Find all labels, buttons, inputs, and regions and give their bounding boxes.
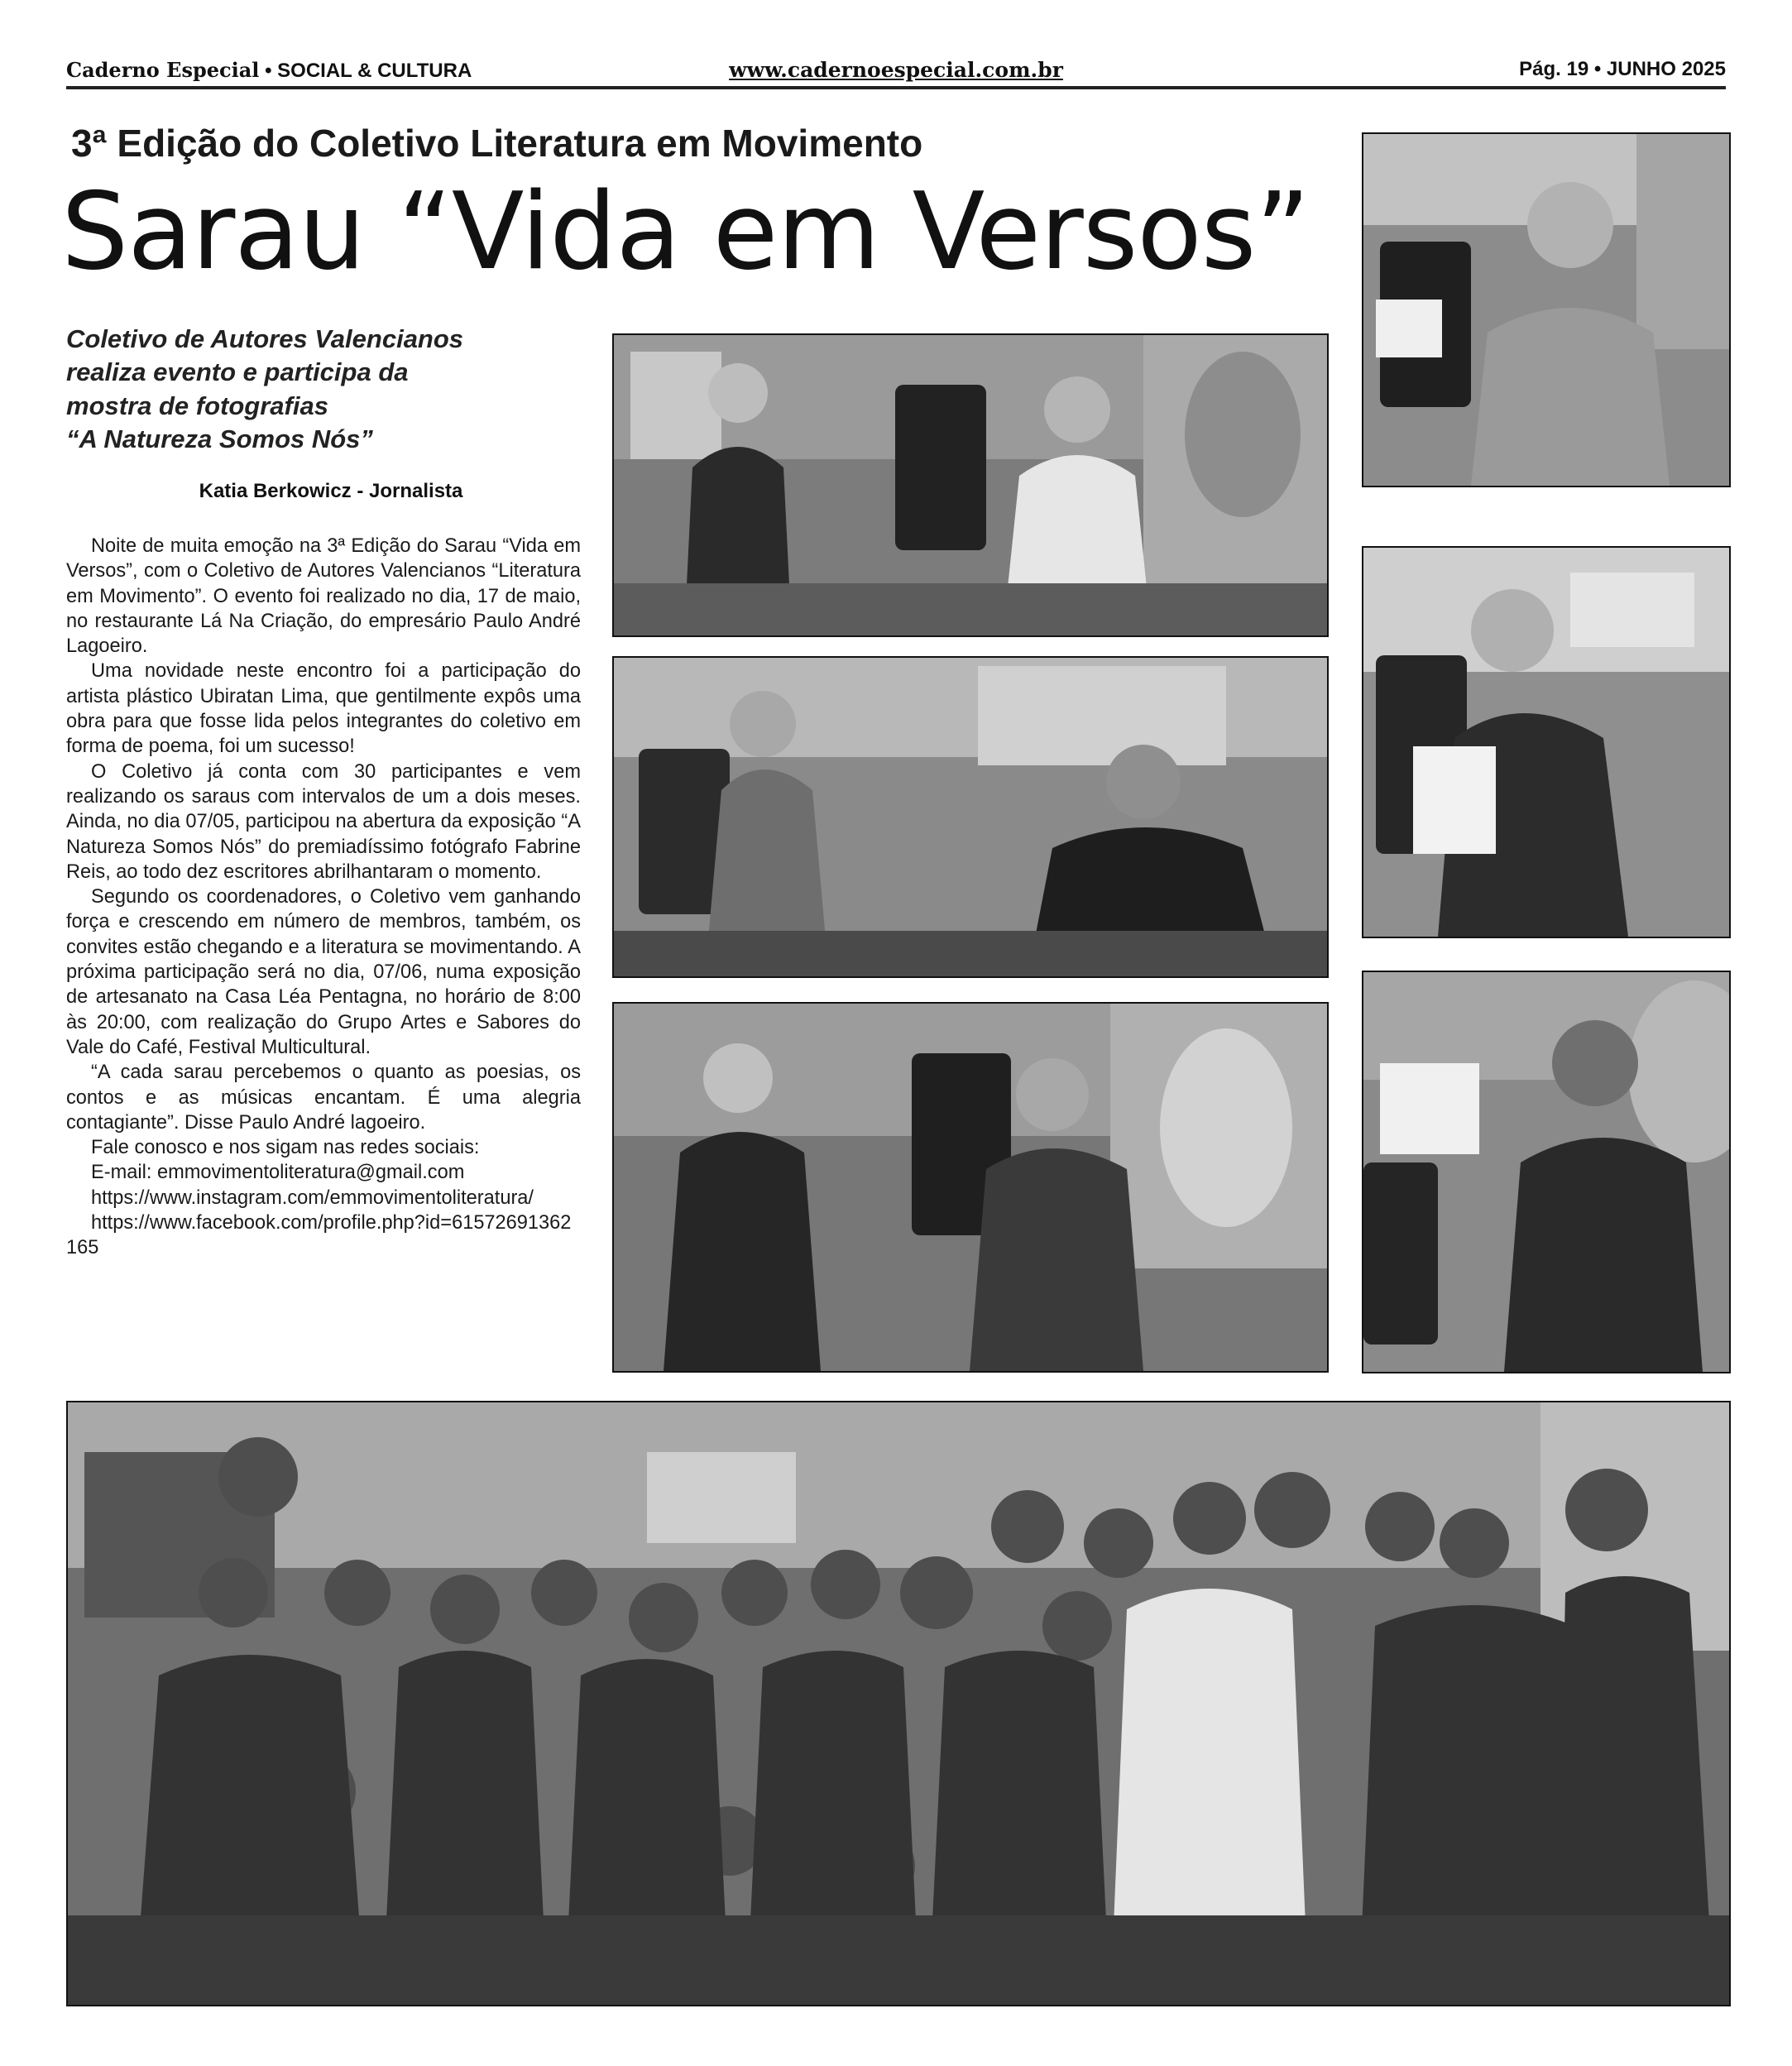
header-separator: • — [1593, 58, 1602, 80]
header-page-date — [1519, 58, 1726, 81]
deck-line: “A Natureza Somos Nós” — [66, 424, 373, 453]
article-headline: Sarau “Vida em Versos” — [61, 170, 1310, 294]
photo-reader-bottom-right — [1362, 971, 1731, 1373]
deck-line: Coletivo de Autores Valencianos — [66, 324, 464, 353]
photo-reader-middle-right — [1362, 546, 1731, 938]
instagram-link[interactable]: https://www.instagram.com/emmovimentoliteratura/ — [91, 1186, 534, 1209]
facebook-link[interactable]: https://www.facebook.com/profile.php?id=61572691362165 — [66, 1212, 572, 1259]
article-body — [66, 534, 581, 1261]
deck-line: realiza evento e participa da — [66, 357, 409, 387]
page-number: Pág. 19 — [1519, 58, 1589, 80]
body-paragraph: Segundo os coordenadores, o Coletivo vem ganhando força e crescendo em número de membros, também, os convites estão chegando e a literatura se movimentando. A próxima participação será no dia, 07/06, numa exposição de artesanato na Casa Léa Pentagna, no horário de 8:00 às 20:00, com realização do Grupo Artes e Sabores do Vale do Café, Festival Multicultural. — [66, 886, 581, 1058]
photo-group — [66, 1401, 1731, 2006]
body-paragraph: Noite de muita emoção na 3ª Edição do Sarau “Vida em Versos”, com o Coletivo de Autores Valencianos “Literatura em Movimento”. O evento foi realizado no dia, 17 de maio, no restaurante Lá Na Criação, do empresário Paulo André Lagoeiro. — [66, 535, 581, 658]
issue-date: JUNHO 2025 — [1606, 58, 1726, 80]
header-separator: • — [265, 60, 272, 82]
article-kicker: 3ª Edição do Coletivo Literatura em Movimento — [71, 122, 923, 165]
article-deck — [66, 323, 596, 456]
photo-reader-top-right — [1362, 132, 1731, 487]
website-link[interactable]: www.cadernoespecial.com.br — [729, 58, 1063, 82]
photo-singer-guitarist — [612, 656, 1329, 978]
article-byline: Katia Berkowicz - Jornalista — [199, 480, 463, 502]
photo-two-readers-speaker — [612, 333, 1329, 637]
section-name: SOCIAL & CULTURA — [277, 60, 472, 82]
publication-name: Caderno Especial — [66, 58, 260, 82]
body-paragraph: “A cada sarau percebemos o quanto as poesias, os contos e as músicas encantam. É uma alegria contagiante”. Disse Paulo André lagoeiro. — [66, 1062, 581, 1134]
photo-two-readers-painting — [612, 1002, 1329, 1373]
page-header — [66, 58, 1726, 88]
body-paragraph: Fale conosco e nos sigam nas redes sociais: — [91, 1137, 480, 1159]
deck-line: mostra de fotografias — [66, 391, 328, 420]
body-paragraph: Uma novidade neste encontro foi a participação do artista plástico Ubiratan Lima, que gentilmente expôs uma obra para que fosse lida pelos integrantes do coletivo em forma de poema, foi um sucesso! — [66, 660, 581, 758]
body-paragraph: O Coletivo já conta com 30 participantes e vem realizando os saraus com intervalos de um a dois meses. Ainda, no dia 07/05, participou na abertura da exposição “A Natureza Somos Nós” do premiadíssimo fotógrafo Fabrine Reis, ao todo dez escritores abrilhantaram o momento. — [66, 760, 581, 883]
header-rule — [66, 86, 1726, 89]
email-line[interactable]: E-mail: emmovimentoliteratura@gmail.com — [91, 1162, 465, 1184]
